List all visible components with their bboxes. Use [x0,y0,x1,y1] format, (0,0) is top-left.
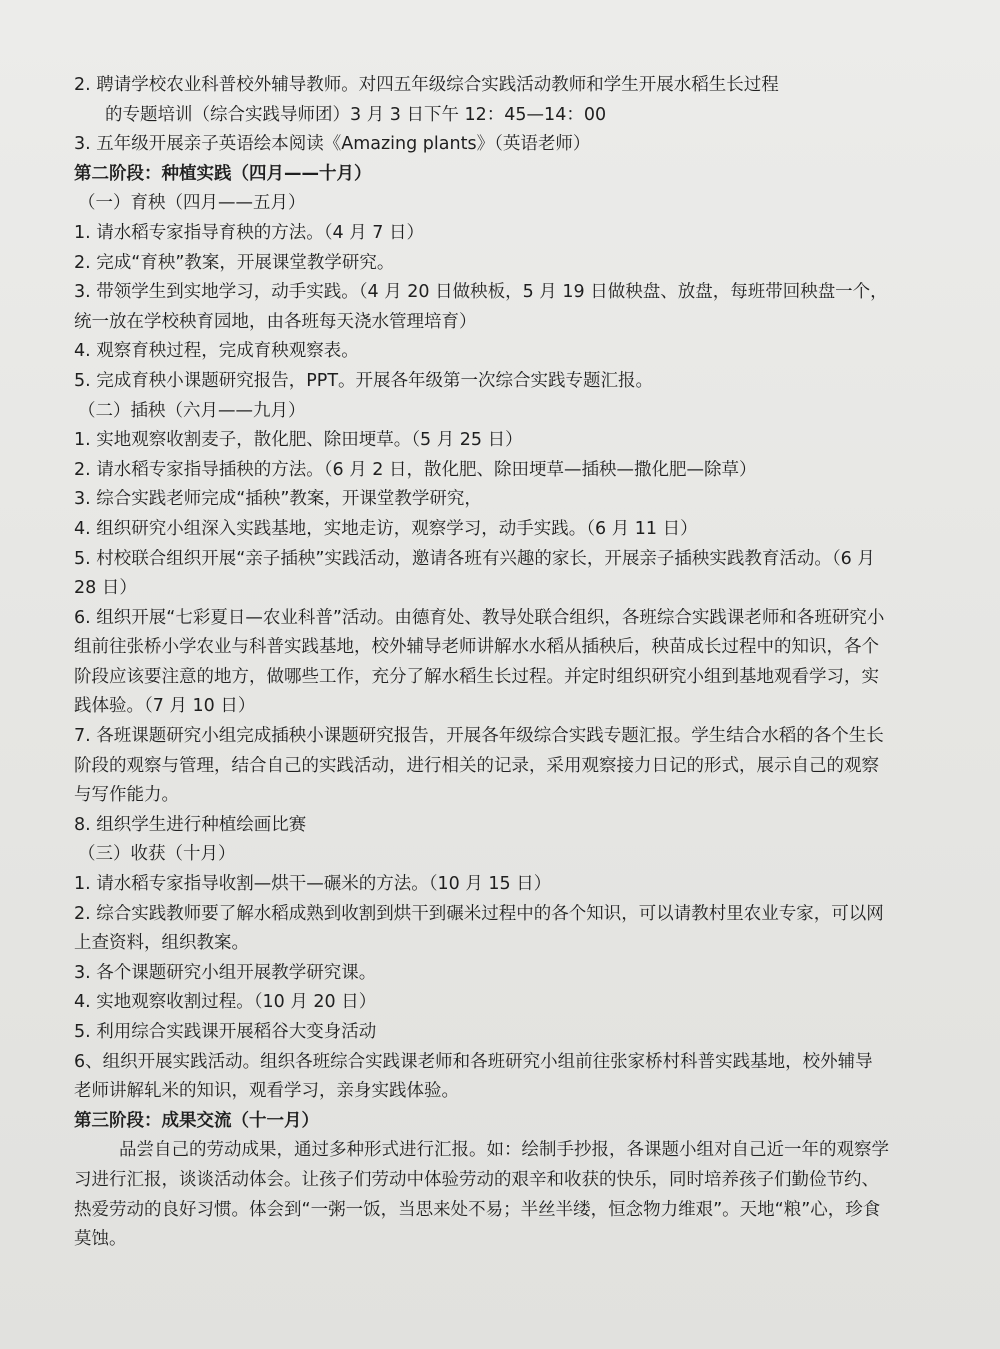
harvest-item: 3. 各个课题研究小组开展教学研究课。 [74,962,377,983]
transplant-item: 6. 组织开展“七彩夏日—农业科普”活动。由德育处、教导处联合组织，各班综合实践课老师和各班研究小组前往张桥小学农业与科普实践基地，校外辅导老师讲解水水稻从插秧后，秧苗成长过程中的知识，各个阶段应该要注意的地方，做哪些工作，充分了解水稻生长过程。并定时组织研究小组到基地观看学习，实践体验。（7 月 10 日） [74,607,885,717]
section-harvest-title: （三）收获（十月） [78,844,236,865]
transplant-item: 3. 综合实践老师完成“插秧”教案，开课堂教学研究， [74,489,482,510]
section-seedling-title: （一）育秧（四月——五月） [78,193,306,214]
seedling-item: 1. 请水稻专家指导育秧的方法。（4 月 7 日） [74,222,424,243]
harvest-item: 1. 请水稻专家指导收割—烘干—碾米的方法。（10 月 15 日） [74,874,552,895]
transplant-item: 4. 组织研究小组深入实践基地，实地走访，观察学习，动手实践。（6 月 11 日） [74,518,698,539]
transplant-item: 8. 组织学生进行种植绘画比赛 [74,814,307,835]
stage1-item-2-line-1: 2. 聘请学校农业科普校外辅导教师。对四五年级综合实践活动教师和学生开展水稻生长过程 [74,75,779,95]
stage1-item-3: 3. 五年级开展亲子英语绘本阅读《Amazing plants》（英语老师） [74,134,591,155]
seedling-item: 4. 观察育秧过程，完成育秧观察表。 [74,341,359,362]
harvest-item: 5. 利用综合实践课开展稻谷大变身活动 [74,1022,377,1042]
stage2-heading: 第二阶段：种植实践（四月——十月） [74,163,372,184]
document-body [74,71,890,1255]
stage1-item-2-line-2: 的专题培训（综合实践导师团）3 月 3 日下午 12：45—14：00 [105,104,607,125]
seedling-item: 2. 完成“育秧”教案，开展课堂教学研究。 [74,252,395,273]
harvest-item: 2. 综合实践教师要了解水稻成熟到收割到烘干到碾米过程中的各个知识，可以请教村里农业专家，可以网上查资料，组织教案。 [74,903,884,954]
transplant-item: 5. 村校联合组织开展“亲子插秧”实践活动，邀请各班有兴趣的家长，开展亲子插秧实践教育活动。（6 月 28 日） [74,548,875,599]
seedling-item: 5. 完成育秧小课题研究报告，PPT。开展各年级第一次综合实践专题汇报。 [74,370,654,391]
harvest-item: 6、组织开展实践活动。组织各班综合实践课老师和各班研究小组前往张家桥村科普实践基地，校外辅导老师讲解轧米的知识，观看学习，亲身实践体验。 [74,1051,873,1102]
seedling-item: 3. 带领学生到实地学习，动手实践。（4 月 20 日做秧板，5 月 19 日做秧盘、放盘，每班带回秧盘一个，统一放在学校秧育园地，由各班每天浇水管理培育） [74,282,888,332]
section-transplant-title: （二）插秧（六月——九月） [78,400,306,421]
transplant-item: 7. 各班课题研究小组完成插秧小课题研究报告，开展各年级综合实践专题汇报。学生结合水稻的各个生长阶段的观察与管理，结合自己的实践活动，进行相关的记录，采用观察接力日记的形式，展示自己的观察与写作能力。 [74,726,884,806]
harvest-item: 4. 实地观察收割过程。（10 月 20 日） [74,992,377,1013]
transplant-item: 1. 实地观察收割麦子，散化肥、除田埂草。（5 月 25 日） [74,430,523,451]
stage3-heading: 第三阶段：成果交流（十一月） [74,1110,319,1131]
transplant-item: 2. 请水稻专家指导插秧的方法。（6 月 2 日，散化肥、除田埂草—插秧—撒化肥—除草） [74,459,757,480]
stage3-paragraph: 品尝自己的劳动成果，通过多种形式进行汇报。如：绘制手抄报，各课题小组对自己近一年的观察学习进行汇报，谈谈活动体会。让孩子们劳动中体验劳动的艰辛和收获的快乐，同时培养孩子们勤俭节约、热爱劳动的良好习惯。体会到“一粥一饭，当思来处不易；半丝半缕，恒念物力维艰”。天地“粮”心，珍食莫蚀。 [74,1140,889,1250]
